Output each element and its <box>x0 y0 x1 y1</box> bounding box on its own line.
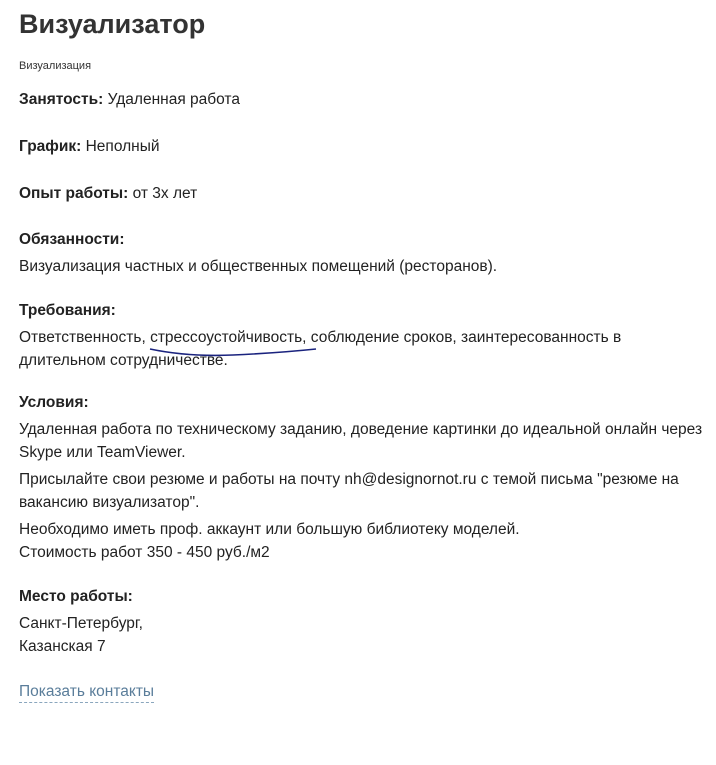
requirements-heading: Требования: <box>19 302 116 319</box>
requirements-text-end: , соблюдение сроков, заинтересованность в длительном сотрудничестве. <box>19 329 622 369</box>
workplace-city: Санкт-Петербург, <box>19 615 143 632</box>
experience-value: от 3х лет <box>132 185 198 202</box>
employment-value: Удаленная работа <box>107 91 240 108</box>
conditions-paragraph-3 <box>19 518 709 564</box>
employment-label: Занятость: <box>19 91 104 108</box>
workplace-street: Казанская 7 <box>19 638 106 655</box>
show-contacts-link[interactable]: Показать контакты <box>19 682 154 703</box>
vacancy-category: Визуализация <box>19 60 92 72</box>
conditions-section <box>19 392 716 564</box>
spellcheck-word[interactable] <box>150 326 302 349</box>
schedule-label: График: <box>19 138 82 155</box>
workplace-address <box>19 612 709 658</box>
experience-label: Опыт работы: <box>19 185 129 202</box>
duties-heading: Обязанности: <box>19 231 125 248</box>
workplace-heading: Место работы: <box>19 588 133 605</box>
conditions-paragraph-3-line-2: Стоимость работ 350 - 450 руб./м2 <box>19 544 270 561</box>
conditions-paragraph-1: Удаленная работа по техническому заданию, доведение картинки до идеальной онлайн через Skype или TeamViewer. <box>19 421 703 461</box>
spellcheck-word-text: стрессоустойчивость <box>150 329 303 346</box>
vacancy-title: Визуализатор <box>19 9 206 39</box>
schedule-field <box>19 136 716 158</box>
conditions-paragraph-2: Присылайте свои резюме и работы на почту nh@designornot.ru с темой письма "резюме на вакансию визуализатор". <box>19 471 679 511</box>
requirements-text-start: Ответственность, <box>19 329 151 346</box>
duties-section <box>19 229 716 278</box>
workplace-section <box>19 586 716 658</box>
duties-text: Визуализация частных и общественных помещений (ресторанов). <box>19 258 498 275</box>
conditions-paragraph-3-line-1: Необходимо иметь проф. аккаунт или большую библиотеку моделей. <box>19 521 520 538</box>
experience-field <box>19 183 716 205</box>
employment-field <box>19 89 716 111</box>
requirements-section <box>19 300 716 372</box>
conditions-heading: Условия: <box>19 394 89 411</box>
requirements-text <box>19 326 709 372</box>
schedule-value: Неполный <box>85 138 160 155</box>
